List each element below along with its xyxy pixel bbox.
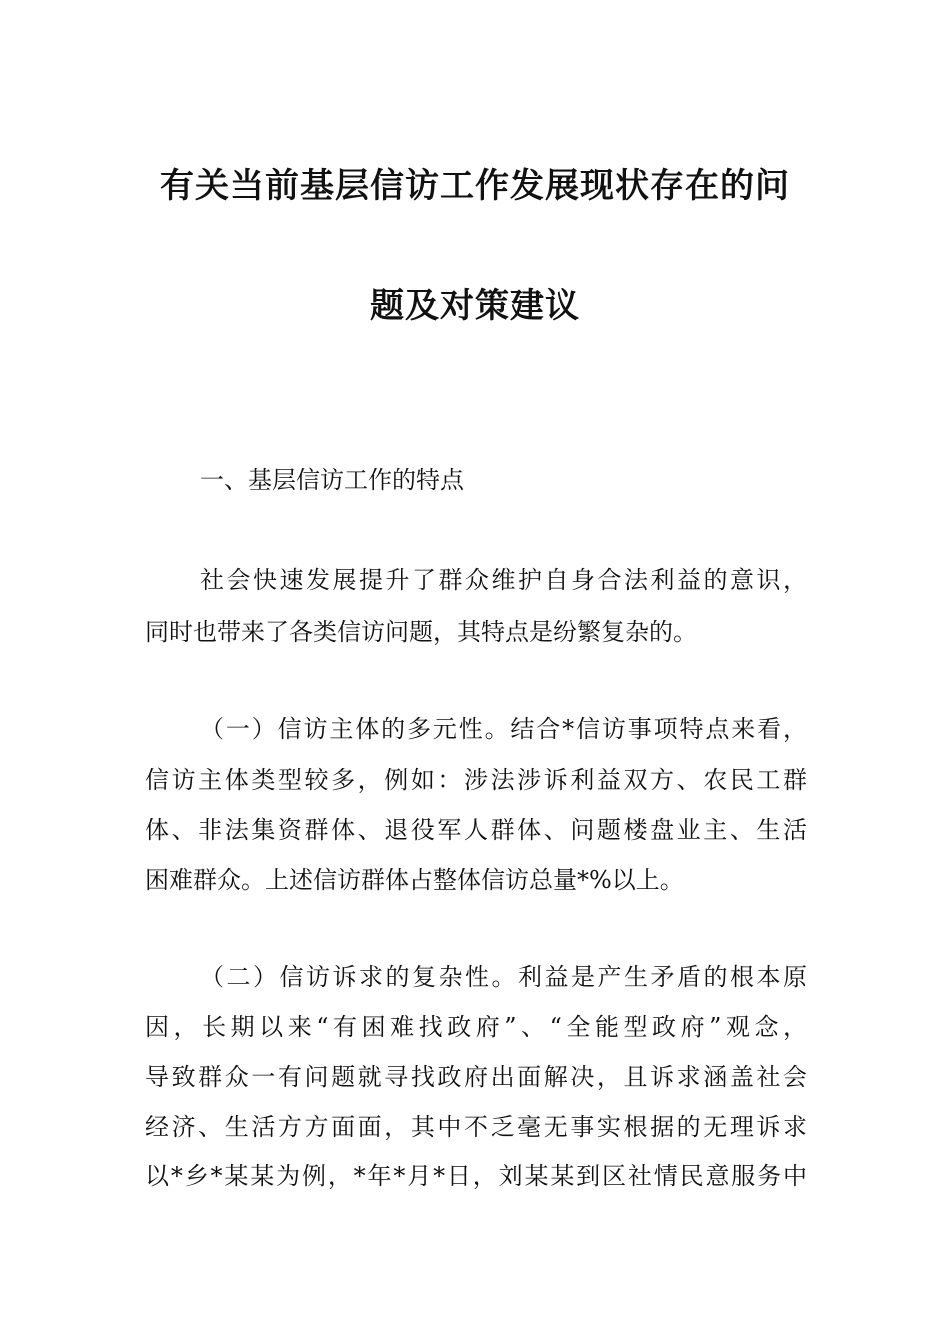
paragraph-line: 同时也带来了各类信访问题，其特点是纷繁复杂的。 bbox=[145, 618, 697, 646]
document-title-line-2: 题及对策建议 bbox=[370, 286, 580, 326]
paragraph-line: 社会快速发展提升了群众维护自身合法利益的意识， bbox=[200, 566, 807, 594]
paragraph-line: 导致群众一有问题就寻找政府出面解决，且诉求涵盖社会 bbox=[145, 1063, 807, 1091]
paragraph-line: 经济、生活方方面面，其中不乏毫无事实根据的无理诉求 bbox=[145, 1113, 807, 1141]
document-title-line-1: 有关当前基层信访工作发展现状存在的问 bbox=[160, 166, 790, 206]
paragraph-line: （二）信访诉求的复杂性。利益是产生矛盾的根本原 bbox=[200, 963, 807, 991]
section-heading: 一、基层信访工作的特点 bbox=[200, 466, 464, 494]
paragraph-line: 以*乡*某某为例，*年*月*日，刘某某到区社情民意服务中 bbox=[145, 1162, 807, 1190]
paragraph-line: 信访主体类型较多，例如：涉法涉诉利益双方、农民工群 bbox=[145, 766, 807, 794]
paragraph-line: 体、非法集资群体、退役军人群体、问题楼盘业主、生活 bbox=[145, 816, 807, 844]
paragraph-line: 困难群众。上述信访群体占整体信访总量*%以上。 bbox=[145, 866, 684, 894]
paragraph-line: （一）信访主体的多元性。结合*信访事项特点来看， bbox=[200, 715, 807, 743]
paragraph-line: 因，长期以来“有困难找政府”、“全能型政府”观念， bbox=[145, 1013, 807, 1041]
